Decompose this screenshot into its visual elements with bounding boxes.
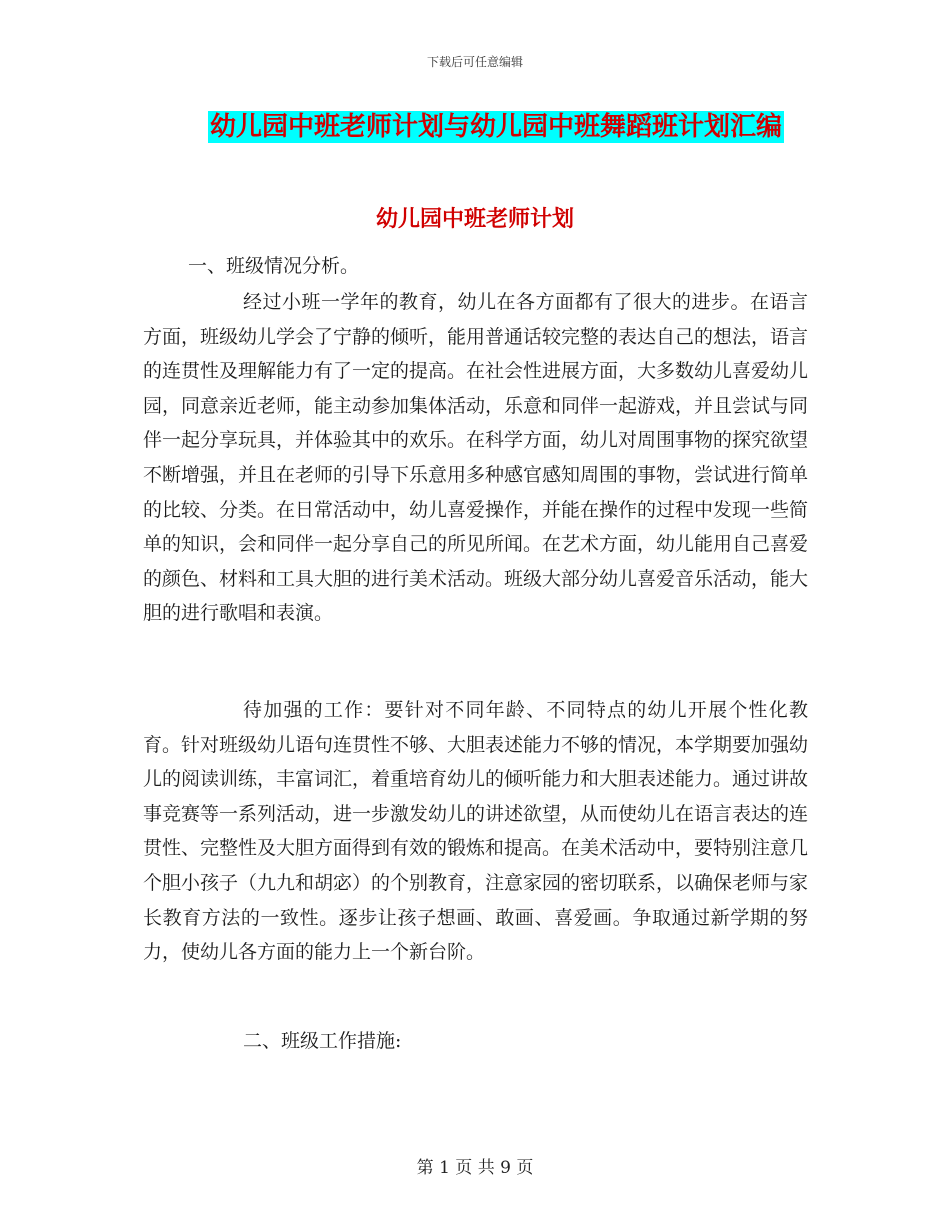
paragraph-class-analysis: 经过小班一学年的教育，幼儿在各方面都有了很大的进步。在语言方面，班级幼儿学会了宁静的倾听，能用普通话较完整的表达自己的想法，语言的连贯性及理解能力有了一定的提高。在社会性进展方面，大多数幼儿喜爱幼儿园，同意亲近老师，能主动参加集体活动，乐意和同伴一起游戏，并且尝试与同伴一起分享玩具，并体验其中的欢乐。在科学方面，幼儿对周围事物的探究欲望不断增强，并且在老师的引导下乐意用多种感官感知周围的事物，尝试进行简单的比较、分类。在日常活动中，幼儿喜爱操作，并能在操作的过程中发现一些简单的知识，会和同伴一起分享自己的所见所闻。在艺术方面，幼儿能用自己喜爱的颜色、材料和工具大胆的进行美术活动。班级大部分幼儿喜爱音乐活动，能大胆的进行歌唱和表演。 [143,291,809,625]
document-title: 幼儿园中班老师计划与幼儿园中班舞蹈班计划汇编 [210,112,783,142]
paragraph-work-to-strengthen: 待加强的工作：要针对不同年龄、不同特点的幼儿开展个性化教育。针对班级幼儿语句连贯性不够、大胆表述能力不够的情况，本学期要加强幼儿的阅读训练，丰富词汇，着重培育幼儿的倾听能力和大胆表述能力。通过讲故事竞赛等一系列活动，进一步激发幼儿的讲述欲望，从而使幼儿在语言表达的连贯性、完整性及大胆方面得到有效的锻炼和提高。在美术活动中，要特别注意几个胆小孩子（九九和胡宓）的个别教育，注意家园的密切联系，以确保老师与家长教育方法的一致性。逐步让孩子想画、敢画、喜爱画。争取通过新学期的努力，使幼儿各方面的能力上一个新台阶。 [143,699,809,964]
section-title: 幼儿园中班老师计划 [375,207,574,232]
heading-class-analysis: 一、班级情况分析。 [188,255,360,277]
heading-work-measures: 二、班级工作措施: [243,1030,402,1052]
page-header-note: 下载后可任意编辑 [426,55,523,69]
page-number-footer: 第 1 页 共 9 页 [416,1158,534,1178]
